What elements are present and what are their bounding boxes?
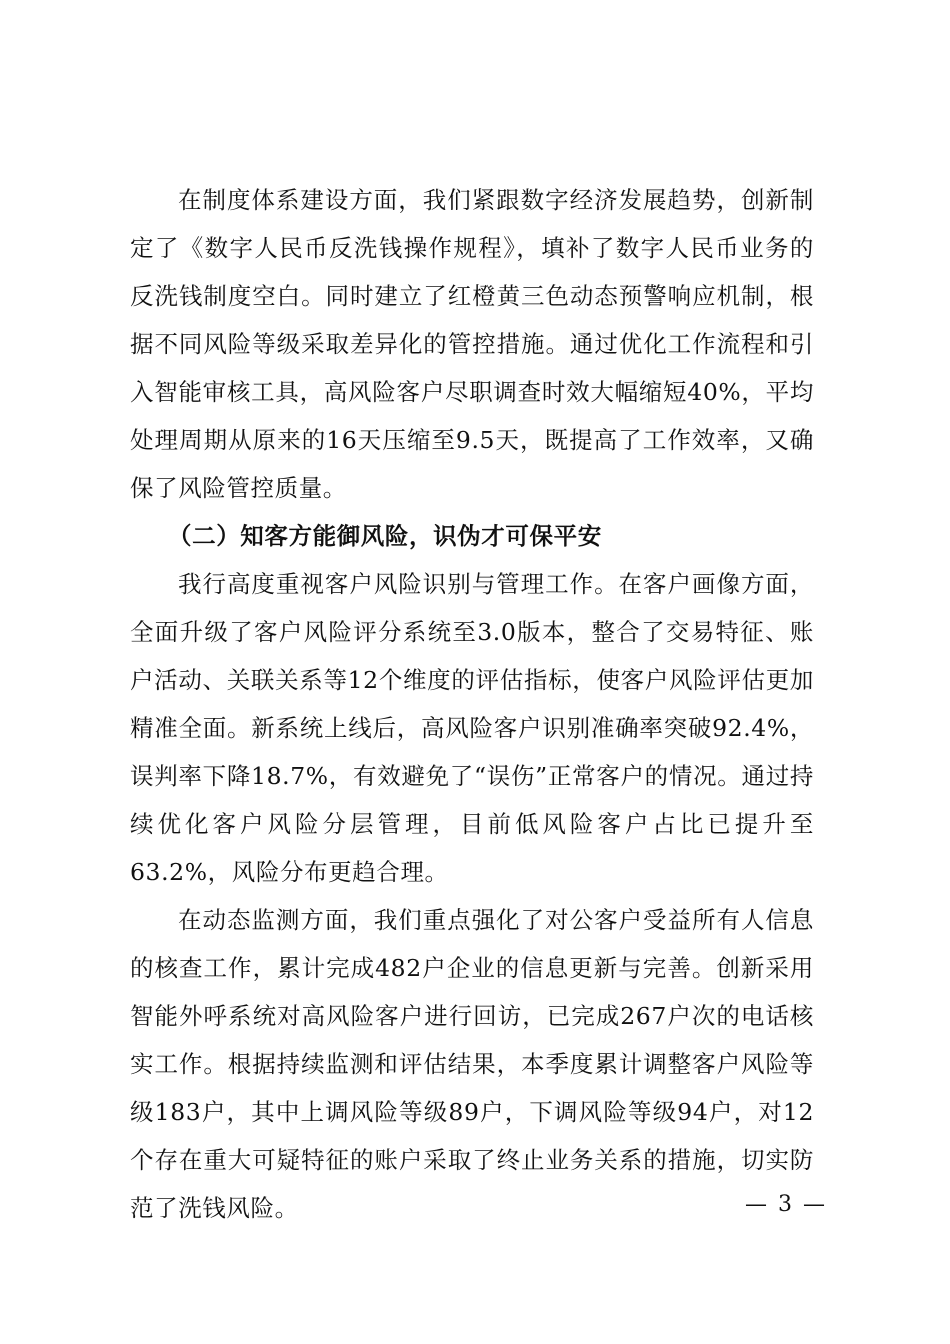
paragraph-customer-risk-identification: 我行高度重视客户风险识别与管理工作。在客户画像方面，全面升级了客户风险评分系统至3.0版本，整合了交易特征、账户活动、关联关系等12个维度的评估指标，使客户风险评估更加精准全面。新系统上线后，高风险客户识别准确率突破92.4%，误判率下降18.7%，有效避免了“误伤”正常客户的情况。通过持续优化客户风险分层管理，目前低风险客户占比已提升至63.2%，风险分布更趋合理。: [130, 570, 814, 886]
page-number: — 3 —: [745, 1192, 827, 1217]
document-page: [130, 176, 814, 1232]
paragraph-system-building: 在制度体系建设方面，我们紧跟数字经济发展趋势，创新制定了《数字人民币反洗钱操作规程》，填补了数字人民币业务的反洗钱制度空白。同时建立了红橙黄三色动态预警响应机制，根据不同风险等级采取差异化的管控措施。通过优化工作流程和引入智能审核工具，高风险客户尽职调查时效大幅缩短40%，平均处理周期从原来的16天压缩至9.5天，既提高了工作效率，又确保了风险管控质量。: [130, 186, 814, 502]
paragraph-dynamic-monitoring: 在动态监测方面，我们重点强化了对公客户受益所有人信息的核查工作，累计完成482户企业的信息更新与完善。创新采用智能外呼系统对高风险客户进行回访，已完成267户次的电话核实工作。根据持续监测和评估结果，本季度累计调整客户风险等级183户，其中上调风险等级89户，下调风险等级94户，对12个存在重大可疑特征的账户采取了终止业务关系的措施，切实防范了洗钱风险。: [130, 906, 814, 1222]
section-heading-know-customer: （二）知客方能御风险，识伪才可保平安: [168, 522, 602, 550]
